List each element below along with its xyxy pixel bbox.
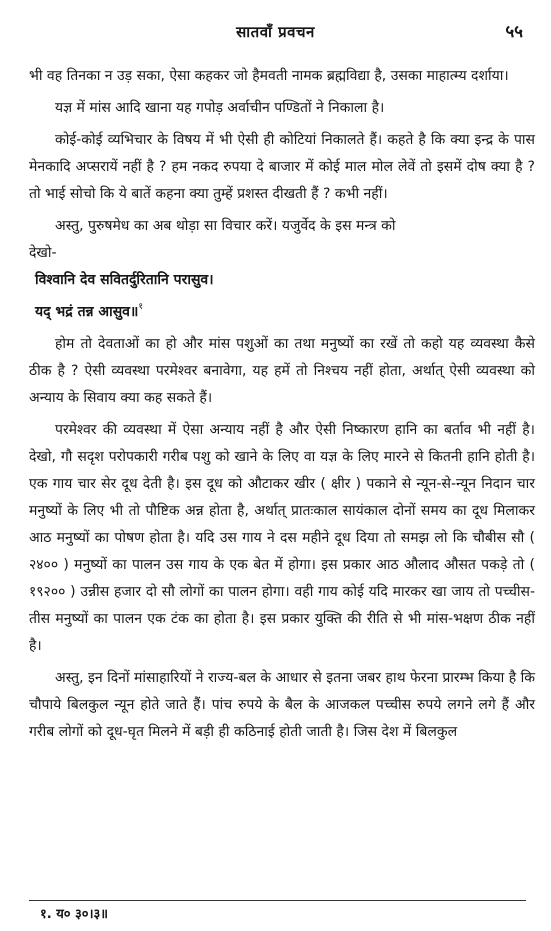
paragraph-7: अस्तु, इन दिनों मांसाहारियों ने राज्य-बल के आधार से इतना जबर हाथ फेरना प्रारम्भ किया है कि चौपाये बिलकुल न्यून होते जाते हैं। पांच रुपये के बैल के आजकल पच्चीस रुपये लगने लगे हैं और गरीब लोगों को दूध-घृत मिलने में बड़ी ही कठिनाई होती जाती है। जिस देश में बिलकुल (29, 670, 535, 740)
chapter-title: सातवाँ प्रवचन (236, 23, 315, 41)
paragraph-2: यज्ञ में मांस आदि खाना यह गपोड़ अर्वाचीन पण्डितों ने निकाला है। (55, 100, 385, 116)
footnote: १. य० ३०।३॥ (40, 907, 109, 922)
paragraph-4: अस्तु, पुरुषमेध का अब थोड़ा सा विचार करें। यजुर्वेद के इस मन्त्र को (55, 218, 396, 234)
mantra-line-2-text: यद् भद्रं तन्न आसुव॥ (35, 304, 139, 320)
paragraph-6: परमेश्वर की व्यवस्था में ऐसा अन्याय नहीं है और ऐसी निष्कारण हानि का बर्ताव भी नहीं है। देखो, गौ सदृश परोपकारी गरीब पशु को खाने के लिए वा यज्ञ के लिए मारने से कितनी हानि होती है। एक गाय चार सेर दूध देती है। इस दूध को औटाकर खीर ( क्षीर ) पकाने से न्यून-से-न्यून निदान चार मनुष्यों के लिए भी तो पौष्टिक अन्न होता है, अर्थात् प्रातःकाल सायंकाल दोनों समय का दूध मिलाकर आठ मनुष्यों का पोषण होता है। यदि उस गाय ने दस महीने दूध दिया तो समझ लो कि चौबीस सौ ( २४०० ) मनुष्यों का पालन उस गाय के एक बेत में होगा। इस प्रकार आठ औलाद औसत पकड़े तो ( १९२०० ) उन्नीस हजार दो सौ लोगों का पालन होगा। वही गाय कोई यदि मारकर खा जाय तो पच्चीस-तीस मनुष्यों का पालन एक टंक का होता है। इस प्रकार युक्ति की रीति से भी मांस-भक्षण ठीक नहीं है। (29, 422, 535, 654)
paragraph-3: कोई-कोई व्यभिचार के विषय में भी ऐसी ही कोटियां निकालते हैं। कहते है कि क्या इन्द्र के पास मेनकादि अप्सरायें नहीं है ? हम नकद रुपया दे बाजार में कोई माल मोल लेवें तो इसमें दोष क्या है ? तो भाई सोचो कि ये बातें कहना क्या तुम्हें प्रशस्त दीखती हैं ? कभी नहीं। (29, 132, 535, 202)
page-number: ५५ (505, 22, 523, 42)
paragraph-1: भी वह तिनका न उड़ सका, ऐसा कहकर जो हैमवती नामक ब्रह्मविद्या है, उसका माहात्म्य दर्शाया। (29, 68, 509, 84)
footnote-reference: १ (138, 302, 144, 312)
paragraph-5: होम तो देवताओं का हो और मांस पशुओं का तथा मनुष्यों का रखें तो कहो यह व्यवस्था कैसे ठीक है ? ऐसी व्यवस्था परमेश्वर बनावेगा, यह हमें तो निश्चय नहीं होता, अर्थात् ऐसी व्यवस्था को अन्याय के सिवाय क्या कह सकते हैं। (29, 336, 535, 406)
mantra-line-2 (35, 294, 535, 326)
mantra-line-1: विश्वानि देव सवितर्दुरितानि परासुव। (35, 272, 214, 288)
page-body (29, 63, 535, 746)
page-header (0, 22, 551, 46)
footnote-divider (29, 900, 526, 901)
paragraph-4-continued: देखो- (29, 245, 57, 261)
